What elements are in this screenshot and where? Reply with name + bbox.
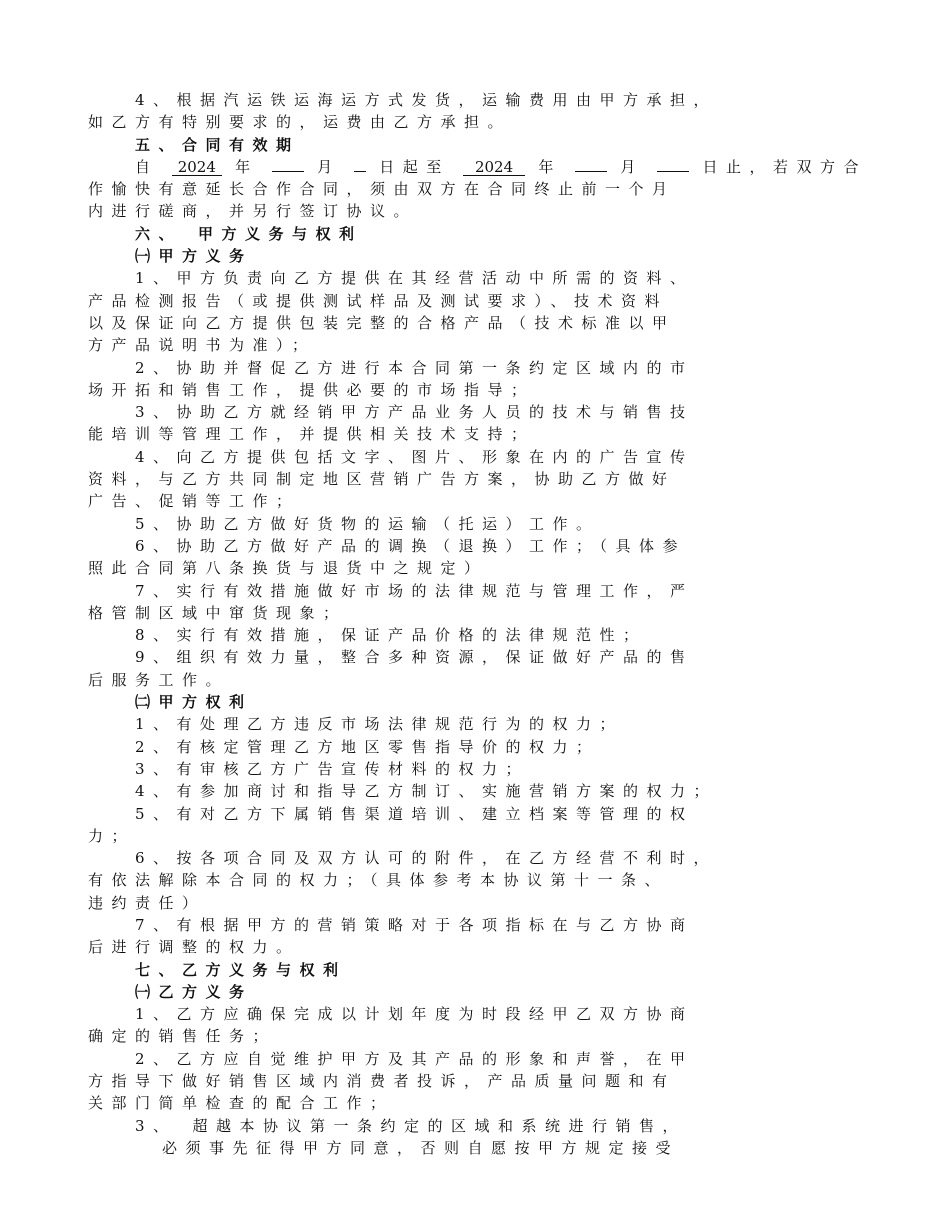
doc-line: 资料，与乙方共同制定地区营销广告方案，协助乙方做好: [88, 470, 676, 489]
doc-line: 1、有处理乙方违反市场法律规范行为的权力；: [135, 715, 624, 734]
doc-line: 4、向乙方提供包括文字、图片、形象在内的广告宣传: [135, 447, 694, 466]
doc-line: 7、实行有效措施做好市场的法律规范与管理工作，严: [135, 581, 694, 600]
section-heading: 六、 甲方义务与权利: [135, 224, 363, 243]
doc-line: 能培训等管理工作，并提供相关技术支持；: [88, 425, 535, 444]
subsection-heading: ㈡甲方权利: [135, 693, 253, 712]
end-month-blank: [575, 171, 607, 172]
term-month-label: 月: [620, 157, 644, 176]
doc-line: 场开拓和销售工作，提供必要的市场指导；: [88, 380, 535, 399]
doc-line: 如乙方有特别要求的，运费由乙方承担。: [88, 113, 512, 132]
doc-line: 6、按各项合同及双方认可的附件，在乙方经营不利时，: [135, 849, 718, 868]
term-from: 自: [135, 157, 159, 176]
doc-line: 2、协助并督促乙方进行本合同第一条约定区域内的市: [135, 358, 694, 377]
doc-line: 9、组织有效力量，整合多种资源，保证做好产品的售: [135, 648, 694, 667]
start-year-field: 2024: [172, 160, 222, 176]
doc-line: 产品检测报告（或提供测试样品及测试要求）、技术资料: [88, 291, 669, 310]
subsection-heading: ㈠甲方义务: [135, 247, 253, 266]
doc-line: 3、有审核乙方广告宣传材料的权力；: [135, 759, 530, 778]
doc-line: 8、实行有效措施，保证产品价格的法律规范性；: [135, 626, 647, 645]
contract-term-line: [88, 156, 870, 178]
start-day-blank: [354, 171, 366, 172]
doc-line: 以及保证向乙方提供包装完整的合格产品（技术标准以甲: [88, 313, 676, 332]
term-day-start: 日起至: [379, 157, 450, 176]
doc-line: 1、乙方应确保完成以计划年度为时段经甲乙双方协商: [135, 1005, 694, 1024]
doc-line: 方指导下做好销售区域内消费者投诉，产品质量问题和有: [88, 1072, 676, 1091]
term-year-label: 年: [235, 157, 259, 176]
subsection-heading: ㈠乙方义务: [135, 982, 253, 1001]
section-heading: 五、合同有效期: [135, 135, 300, 154]
doc-line: 确定的销售任务；: [88, 1027, 277, 1046]
doc-line: 广告、促销等工作；: [88, 492, 300, 511]
end-day-blank: [657, 171, 689, 172]
section-heading: 七、乙方义务与权利: [135, 960, 347, 979]
doc-line: 内进行磋商，并另行签订协议。: [88, 202, 418, 221]
term-day-end: 日止，若双方合: [702, 157, 867, 176]
doc-line: 3、 超越本协议第一条约定的区域和系统进行销售，: [135, 1116, 687, 1135]
doc-line: 2、有核定管理乙方地区零售指导价的权力；: [135, 737, 600, 756]
doc-line: 作愉快有意延长合作合同，须由双方在合同终止前一个月: [88, 180, 676, 199]
doc-line: 力；: [88, 826, 136, 845]
start-month-blank: [272, 171, 304, 172]
term-year-label: 年: [538, 157, 562, 176]
contract-document: [88, 89, 870, 1159]
doc-line: 6、协助乙方做好产品的调换（退换）工作；（具体参: [135, 536, 687, 555]
doc-line: 4、根据汽运铁运海运方式发货，运输费用由甲方承担，: [135, 91, 718, 109]
doc-line: 3、协助乙方就经销甲方产品业务人员的技术与销售技: [135, 403, 694, 422]
doc-line: 格管制区域中窜货现象；: [88, 603, 347, 622]
doc-line: 后服务工作。: [88, 670, 230, 689]
doc-line: 关部门简单检查的配合工作；: [88, 1094, 394, 1113]
doc-line: 4、有参加商讨和指导乙方制订、实施营销方案的权力；: [135, 782, 718, 801]
doc-line: 1、甲方负责向乙方提供在其经营活动中所需的资料、: [135, 269, 694, 288]
doc-line: 违约责任）: [88, 893, 206, 912]
doc-line: 后进行调整的权力。: [88, 938, 300, 957]
doc-line: 照此合同第八条换货与退货中之规定）: [88, 559, 488, 578]
doc-line: 5、协助乙方做好货物的运输（托运）工作。: [135, 514, 600, 533]
doc-line: 方产品说明书为准）；: [88, 336, 316, 355]
doc-line: 7、有根据甲方的营销策略对于各项指标在与乙方协商: [135, 915, 694, 934]
term-month-label: 月: [317, 157, 341, 176]
doc-line: 必须事先征得甲方同意，否则自愿按甲方规定接受: [162, 1138, 680, 1157]
doc-line: 有依法解除本合同的权力；（具体参考本协议第十一条、: [88, 871, 669, 890]
doc-line: 2、乙方应自觉维护甲方及其产品的形象和声誉，在甲: [135, 1049, 694, 1068]
end-year-field: 2024: [463, 160, 525, 176]
doc-line: 5、有对乙方下属销售渠道培训、建立档案等管理的权: [135, 804, 694, 823]
